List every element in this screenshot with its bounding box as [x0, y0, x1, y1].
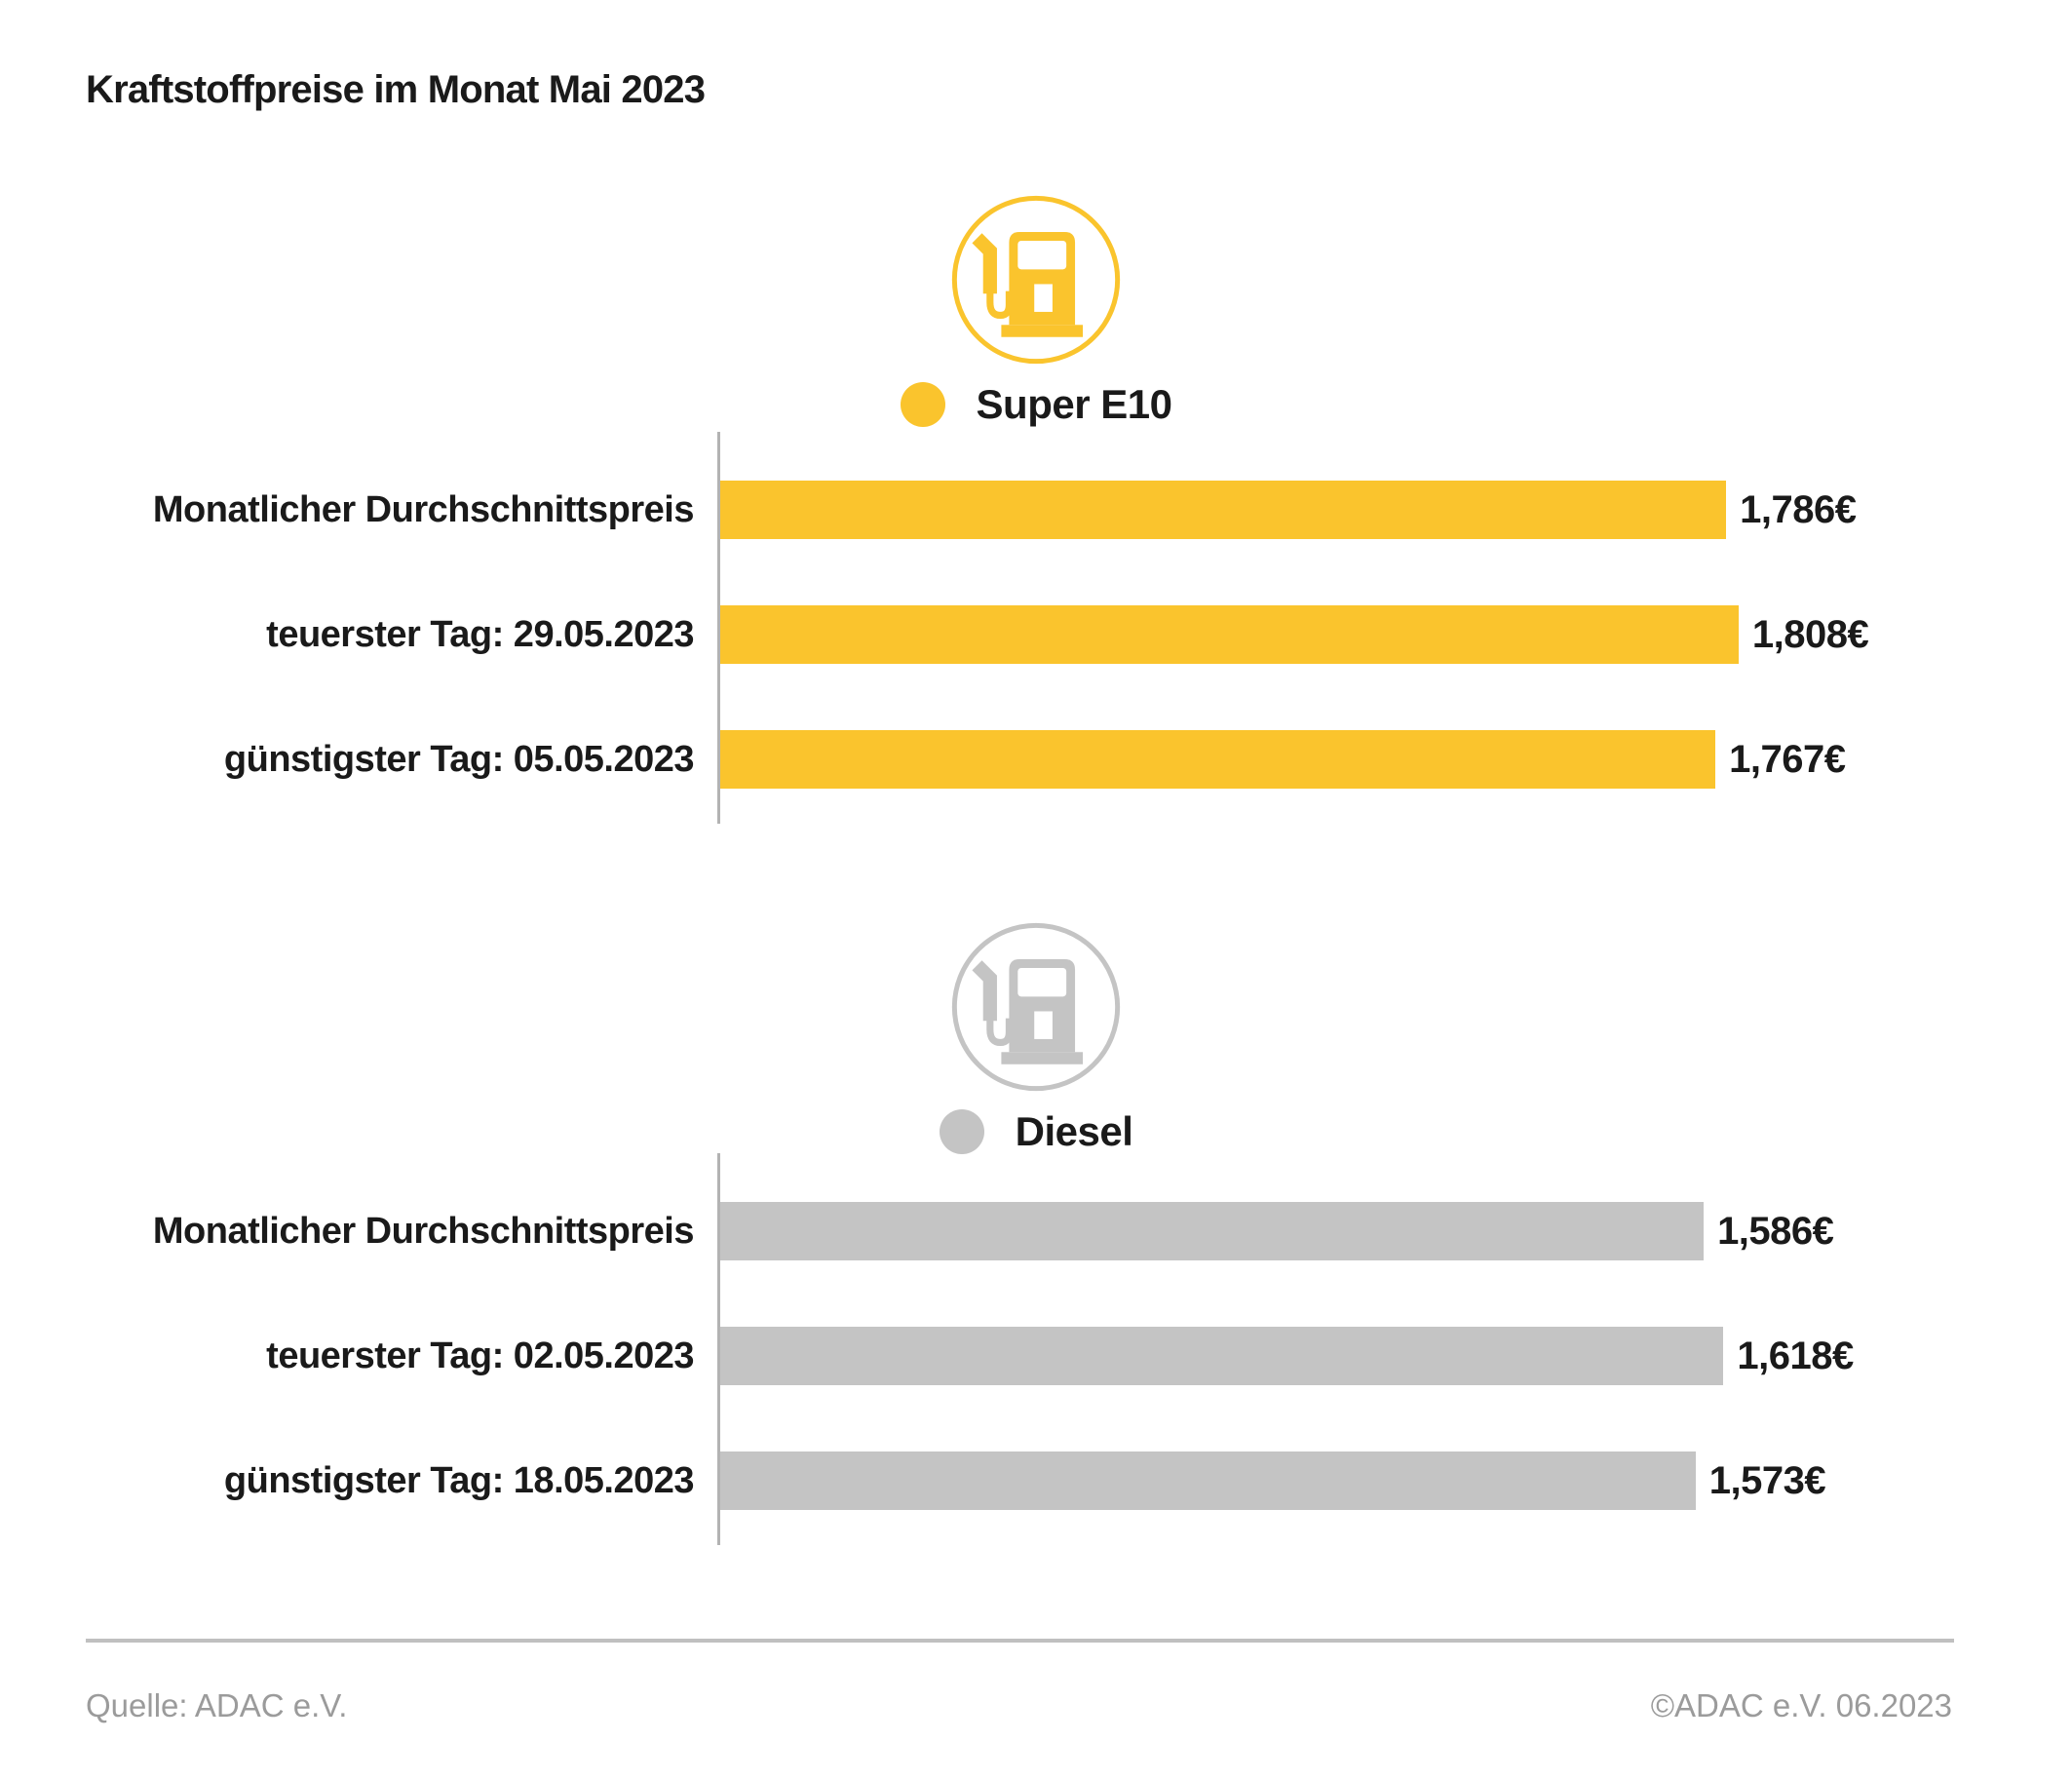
super-e10-header — [0, 193, 2072, 428]
bar-row — [223, 1451, 2072, 1510]
legend-diesel — [940, 1108, 1133, 1155]
bar-row — [266, 605, 2072, 664]
value-label: 1,767€ — [1729, 737, 1846, 781]
bar-diesel-max — [720, 1327, 1723, 1385]
value-label: 1,618€ — [1737, 1334, 1854, 1377]
fuel-pump-icon — [949, 193, 1123, 367]
copyright-text: ©ADAC e.V. 06.2023 — [1650, 1687, 1952, 1723]
bar-row — [152, 481, 2072, 539]
super-e10-chart — [0, 432, 2072, 824]
source-text: Quelle: ADAC e.V. — [86, 1687, 348, 1723]
legend-super-e10 — [901, 381, 1172, 428]
bar-super-avg — [720, 481, 1726, 539]
legend-label: Super E10 — [976, 381, 1172, 427]
bar-super-max — [720, 605, 1739, 664]
category-label: teuerster Tag: 29.05.2023 — [266, 613, 694, 655]
category-label: günstigster Tag: 18.05.2023 — [223, 1459, 694, 1501]
value-label: 1,573€ — [1708, 1458, 1826, 1502]
bar-row — [266, 1327, 2072, 1385]
bar-diesel-min — [720, 1451, 1696, 1510]
bar-row — [152, 1202, 2072, 1260]
bar-super-min — [720, 730, 1715, 789]
bar-diesel-avg — [720, 1202, 1704, 1260]
category-label: Monatlicher Durchschnittspreis — [152, 1210, 694, 1252]
diesel-chart — [0, 1153, 2072, 1545]
bar-row — [223, 730, 2072, 789]
legend-dot-icon — [901, 382, 945, 427]
value-label: 1,786€ — [1740, 487, 1857, 531]
value-label: 1,586€ — [1717, 1209, 1834, 1253]
footer-divider — [86, 1639, 1954, 1643]
category-label: Monatlicher Durchschnittspreis — [152, 488, 694, 530]
diesel-header — [0, 920, 2072, 1155]
value-label: 1,808€ — [1751, 612, 1869, 656]
legend-label: Diesel — [1015, 1108, 1133, 1154]
page-title: Kraftstoffpreise im Monat Mai 2023 — [86, 68, 706, 111]
fuel-pump-icon — [949, 920, 1123, 1094]
legend-dot-icon — [940, 1109, 984, 1154]
category-label: günstigster Tag: 05.05.2023 — [223, 738, 694, 780]
category-label: teuerster Tag: 02.05.2023 — [266, 1335, 694, 1376]
